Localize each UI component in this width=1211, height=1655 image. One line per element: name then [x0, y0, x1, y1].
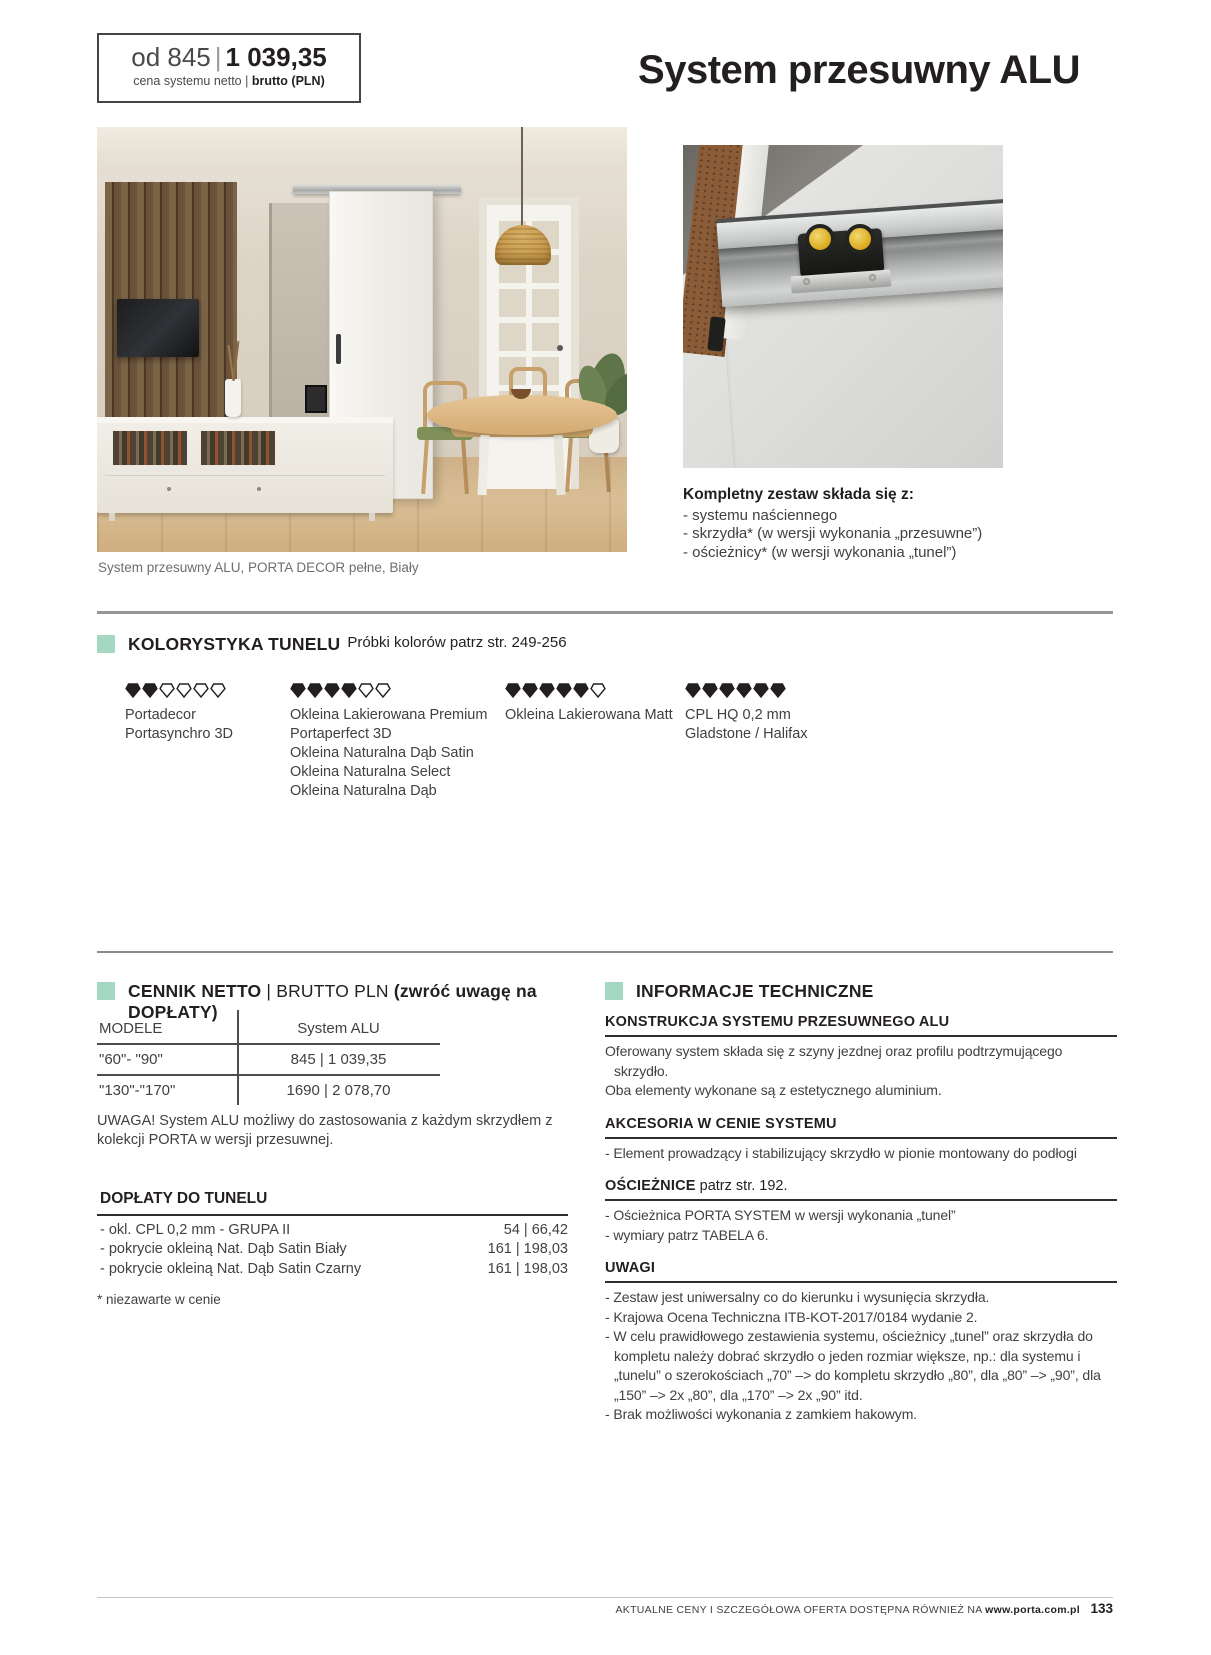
lamp-cord	[521, 127, 523, 227]
tech-section-heading	[605, 1260, 1117, 1283]
price-cell: 845 | 1 039,35	[290, 1051, 387, 1068]
tech-heading-text: UWAGI	[605, 1260, 656, 1276]
tech-section	[605, 1014, 1117, 1101]
surcharge-price: 161 | 198,03	[487, 1260, 568, 1277]
tech-section	[605, 1178, 1117, 1245]
pricing-title-regular: | BRUTTO PLN	[261, 981, 394, 1001]
tech-section-heading	[605, 1116, 1117, 1139]
color-group	[505, 683, 685, 801]
price-brutto: 1 039,35	[225, 42, 327, 72]
surcharges-rows	[97, 1221, 568, 1279]
shelf-niche	[113, 431, 187, 465]
price-cell: 1690 | 2 078,70	[286, 1082, 391, 1099]
door-handle	[336, 334, 341, 364]
sideboard	[97, 417, 393, 513]
vase	[225, 379, 241, 417]
surcharge-label: - okl. CPL 0,2 mm - GRUPA II	[100, 1222, 291, 1238]
diamond-rating-icon	[210, 683, 226, 698]
tech-text-line: Oba elementy wykonane są z estetycznego aluminium.	[605, 1082, 942, 1098]
color-group	[685, 683, 885, 801]
surcharge-price: 54 | 66,42	[503, 1222, 568, 1238]
diamond-rating	[505, 683, 685, 699]
diamond-rating-icon	[307, 683, 323, 698]
price-caption-netto: cena systemu netto |	[133, 74, 249, 88]
diamond-rating-icon	[736, 683, 752, 698]
surcharges-block	[97, 1190, 568, 1279]
finish-name: Portadecor	[125, 707, 196, 723]
dining-table	[427, 395, 617, 435]
pricing-title-bold2: (zwróć uwagę na DOPŁATY)	[128, 981, 537, 1022]
surcharge-label: - pokrycie okleiną Nat. Dąb Satin Biały	[100, 1241, 347, 1258]
finish-name: Okleina Naturalna Dąb	[290, 783, 437, 799]
page-title: System przesuwny ALU	[638, 48, 1080, 92]
tech-section-header	[605, 981, 874, 1002]
tech-section-title: INFORMACJE TECHNICZNE	[636, 981, 874, 1001]
tech-text-line: - wymiary patrz TABELA 6.	[605, 1226, 769, 1243]
finish-name: Okleina Naturalna Select	[290, 764, 451, 780]
finish-name: Portasynchro 3D	[125, 726, 233, 742]
diamond-rating-icon	[358, 683, 374, 698]
diamond-rating-icon	[590, 683, 606, 698]
diamond-rating	[290, 683, 505, 699]
screw	[803, 278, 810, 285]
diamond-rating-icon	[176, 683, 192, 698]
price-table-rows	[97, 1045, 440, 1105]
finish-name: CPL HQ 0,2 mm	[685, 707, 791, 723]
pricing-title-bold: CENNIK NETTO	[128, 981, 262, 1001]
diamond-rating-icon	[324, 683, 340, 698]
tech-heading-text: OŚCIEŻNICE	[605, 1178, 696, 1194]
tech-section-heading	[605, 1014, 1117, 1037]
color-group	[290, 683, 505, 801]
hardware-photo	[683, 145, 1003, 468]
tech-sections	[605, 1014, 1117, 1440]
diamond-rating-icon	[341, 683, 357, 698]
surcharge-row	[97, 1260, 568, 1279]
price-separator: |	[214, 42, 222, 72]
footer-note	[615, 1604, 1080, 1616]
diamond-rating	[125, 683, 290, 699]
tech-text-line: - Ościeżnica PORTA SYSTEM w wersji wykonania „tunel”	[605, 1207, 956, 1223]
price-table-header	[97, 1013, 440, 1045]
finish-name: Portaperfect 3D	[290, 726, 392, 742]
tv-screen	[117, 299, 199, 357]
pricing-note: UWAGA! System ALU możliwy do zastosowania z każdym skrzydłem z kolekcji PORTA w wersji przesuwnej.	[97, 1113, 553, 1148]
colors-section-subtitle: Próbki kolorów patrz str. 249-256	[347, 634, 567, 651]
footer-site-link: www.porta.com.pl	[985, 1604, 1080, 1616]
model-column-header: MODELE	[99, 1019, 163, 1037]
tech-section	[605, 1260, 1117, 1425]
kit-items	[683, 507, 1113, 563]
diamond-rating-icon	[125, 683, 141, 698]
model-cell: "130"-"170"	[99, 1082, 176, 1099]
diamond-rating-icon	[556, 683, 572, 698]
colors-section-title: KOLORYSTYKA TUNELU	[128, 634, 341, 654]
roller-wheel	[845, 224, 875, 254]
price-footnote: * niezawarte w cenie	[97, 1292, 221, 1307]
finish-name: Okleina Lakierowana Matt	[505, 707, 673, 723]
interior-photo	[97, 127, 627, 552]
kit-description	[683, 486, 1113, 562]
finish-name: Okleina Lakierowana Premium	[290, 707, 488, 723]
footer-note-text: AKTUALNE CENY I SZCZEGÓŁOWA OFERTA DOSTĘPNA RÓWNIEŻ NA	[615, 1604, 986, 1616]
surcharge-row	[97, 1240, 568, 1259]
diamond-rating-icon	[539, 683, 555, 698]
tech-section	[605, 1116, 1117, 1164]
tech-text-line: - W celu prawidłowego zestawienia systemu, ościeżnicy „tunel” oraz skrzydła do kompletu należy dobrać skrzydło o jeden rozmiar większe, np.: dla systemu i „tunelu” o szerokościach „70” –> do kompletu skrzydło „80”, dla „80” –> „90”, dla „150” –> 2x „80”, dla „170” –> 2x „90” itd.	[605, 1328, 1101, 1403]
price-line	[99, 42, 359, 72]
diamond-rating-icon	[142, 683, 158, 698]
tech-text-line: - Krajowa Ocena Techniczna ITB-KOT-2017/0184 wydanie 2.	[605, 1308, 978, 1325]
diamond-rating-icon	[290, 683, 306, 698]
diamond-rating-icon	[193, 683, 209, 698]
price-caption	[99, 73, 359, 89]
color-group	[125, 683, 290, 801]
shelf-niche	[201, 431, 275, 465]
surcharge-label: - pokrycie okleiną Nat. Dąb Satin Czarny	[100, 1260, 362, 1277]
footer-rule	[97, 1597, 1113, 1598]
diamond-rating-icon	[685, 683, 701, 698]
ceiling	[97, 127, 627, 173]
diamond-rating	[685, 683, 885, 699]
tech-heading-suffix: patrz str. 192.	[695, 1178, 788, 1194]
section-marker-square	[97, 635, 115, 653]
table-column-divider	[237, 1010, 239, 1105]
kit-item: - systemu naściennego	[683, 506, 838, 524]
price-caption-brutto: brutto (PLN)	[251, 74, 325, 88]
kit-heading: Kompletny zestaw składa się z:	[683, 486, 914, 503]
diamond-rating-icon	[770, 683, 786, 698]
finish-name: Gladstone / Halifax	[685, 726, 808, 742]
roller-wheel	[805, 224, 835, 254]
price-column-header: System ALU	[297, 1019, 380, 1037]
diamond-rating-icon	[719, 683, 735, 698]
finish-name: Okleina Naturalna Dąb Satin	[290, 745, 474, 761]
tech-text-line: Oferowany system składa się z szyny jezdnej oraz profilu podtrzymującego skrzydło.	[605, 1043, 1063, 1079]
divider-rule	[97, 611, 1113, 614]
page-number: 133	[1090, 1601, 1113, 1616]
diamond-rating-icon	[375, 683, 391, 698]
model-cell: "60"- "90"	[99, 1051, 163, 1068]
tech-heading-text: AKCESORIA W CENIE SYSTEMU	[605, 1115, 837, 1132]
diamond-rating-icon	[505, 683, 521, 698]
tech-text-line: - Brak możliwości wykonania z zamkiem hakowym.	[605, 1406, 918, 1422]
tech-section-heading	[605, 1178, 1117, 1201]
picture-frame	[305, 385, 327, 413]
price-table-row	[97, 1045, 440, 1076]
diamond-rating-icon	[702, 683, 718, 698]
tech-text-line: - Element prowadzący i stabilizujący skrzydło w pionie montowany do podłogi	[605, 1144, 1077, 1161]
photo-caption: System przesuwny ALU, PORTA DECOR pełne, Biały	[98, 560, 419, 575]
door-panel	[722, 285, 1003, 468]
surcharge-price: 161 | 198,03	[487, 1241, 568, 1258]
surcharge-row	[97, 1221, 568, 1240]
price-netto: od 845	[131, 42, 211, 72]
tech-heading-text: KONSTRUKCJA SYSTEMU PRZESUWNEGO ALU	[605, 1014, 950, 1030]
door-knob	[557, 345, 563, 351]
kit-item: - skrzydła* (w wersji wykonania „przesuwne”)	[683, 525, 983, 542]
screw	[869, 274, 876, 281]
diamond-rating-icon	[522, 683, 538, 698]
section-marker-square	[97, 982, 115, 1000]
colors-section-header	[97, 634, 567, 655]
diamond-rating-icon	[753, 683, 769, 698]
divider-rule	[97, 951, 1113, 953]
diamond-rating-icon	[159, 683, 175, 698]
diamond-rating-icon	[573, 683, 589, 698]
price-table-row	[97, 1076, 440, 1105]
color-swatch-groups	[125, 683, 885, 801]
price-table	[97, 1013, 440, 1105]
surcharges-title: DOPŁATY DO TUNELU	[97, 1190, 568, 1216]
tech-text-line: - Zestaw jest uniwersalny co do kierunku i wysunięcia skrzydła.	[605, 1289, 990, 1305]
section-marker-square	[605, 982, 623, 1000]
kit-item: - ościeżnicy* (w wersji wykonania „tunel”)	[683, 543, 957, 561]
price-box	[97, 33, 361, 103]
